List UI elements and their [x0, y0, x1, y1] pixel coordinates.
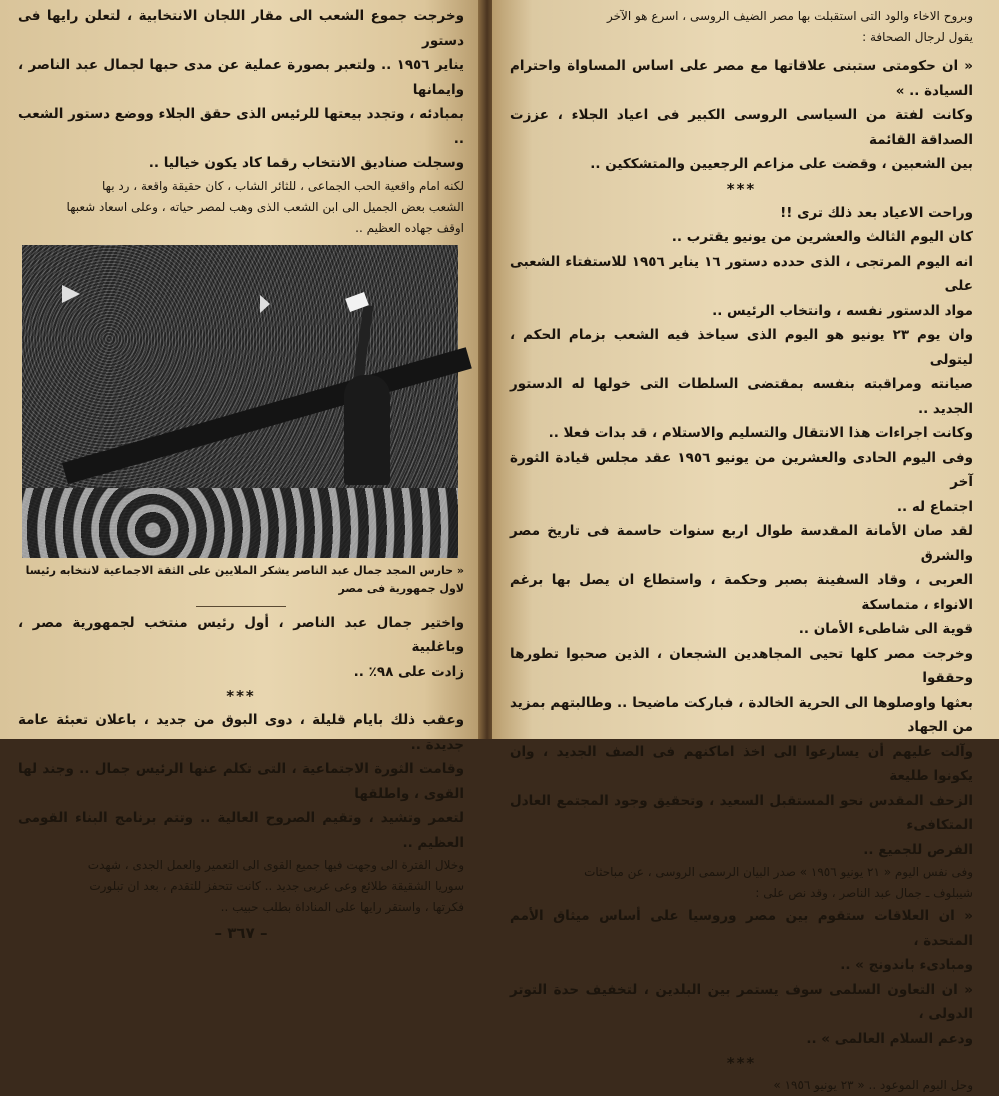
right-text-line: وكانت لفتة من السياسى الروسى الكبير فى اعياد الجلاء ، عززت الصداقة القائمة	[510, 107, 973, 148]
right-text-line: « ان حكومتى ستبنى علاقاتها مع مصر على اساس المساواة واحترام السيادة .. »	[510, 58, 973, 99]
divider	[196, 606, 286, 607]
right-text-line: « ان العلاقات ستقوم بين مصر وروسيا على أساس ميثاق الأمم المتحدة ،	[510, 908, 973, 949]
left-text-line: وعقب ذلك بايام قليلة ، دوى البوق من جديد ، باعلان تعبئة عامة جديدة ..	[18, 712, 464, 753]
left-text-line: لتعمر وتشيد ، وتقيم الصروح العالية .. وتتم برنامج البناء القومى العظيم ..	[18, 810, 464, 851]
right-text-line: وخرجت مصر كلها تحيى المجاهدين الشجعان ، الذين صحبوا تطورها وحققوا	[510, 645, 973, 686]
right-text-line: وآلت عليهم أن يسارعوا الى اخذ اماكنهم فى الصف الجديد ، وان يكونوا طليعة	[510, 743, 973, 784]
left-text-line: وقامت الثورة الاجتماعية ، التى تكلم عنها الرئيس جمال .. وجند لها القوى ، واطلقها	[18, 761, 464, 802]
left-text-line: بمبادئه ، وتجدد بيعتها للرئيس الذى حقق الجلاء ووضع دستور الشعب ..	[18, 106, 464, 147]
right-text-line: الزحف المقدس نحو المستقبل السعيد ، وتحقيق وجود المجتمع العادل المتكافىء	[510, 792, 973, 833]
right-text-line: وفى نفس اليوم « ٢١ يونيو ١٩٥٦ » صدر البيان الرسمى الروسى ، عن مباحثات	[584, 865, 973, 879]
right-text-line: شيبلوف ـ جمال عبد الناصر ، وقد نص على :	[755, 886, 973, 900]
right-text-line: بين الشعبين ، وقضت على مزاعم الرجعيين والمتشككين ..	[590, 156, 973, 172]
right-text-line: ومبادىء باندونج » ..	[840, 957, 973, 973]
right-text-line: « ان التعاون السلمى سوف يستمر بين البلدين ، لتخفيف حدة التوتر الدولى ،	[510, 981, 973, 1022]
left-text-line: سوريا الشقيقة طلائع وعى عربى جديد .. كانت تتحفز للتقدم ، بعد ان تبلورت	[89, 879, 464, 893]
right-text-line: وراحت الاعياد بعد ذلك ترى !!	[780, 204, 973, 221]
right-text-line: لقد صان الأمانة المقدسة طوال اربع سنوات حاسمة فى تاريخ مصر والشرق	[510, 523, 973, 564]
right-text-line: وبروح الاخاء والود التى استقبلت بها مصر الضيف الروسى ، اسرع هو الآخر	[606, 9, 973, 23]
crowd-photo	[22, 245, 458, 558]
page-number: – ٣٦٧ –	[214, 924, 268, 942]
flag-shape	[62, 285, 80, 303]
right-text-line: كان اليوم الثالث والعشرين من يونيو يقترب ..	[671, 229, 973, 245]
left-text-line: يناير ١٩٥٦ .. ولتعبر بصورة عملية عن مدى حبها لجمال عبد الناصر ، وايمانها	[18, 57, 464, 98]
right-text-line: قوية الى شاطىء الأمان ..	[798, 621, 973, 637]
right-text-line: العربى ، وقاد السفينة بصبر وحكمة ، واستطاع ان يصل بها برغم الانواء ، متماسكة	[510, 572, 973, 613]
left-page	[0, 0, 482, 942]
foreground-heads	[22, 488, 458, 558]
section-stars: ***	[726, 1054, 757, 1072]
right-text-line: صيانته ومراقبته بنفسه بمقتضى السلطات التى خولها له الدستور الجديد ..	[510, 376, 973, 417]
left-text-line: الشعب بعض الجميل الى ابن الشعب الذى وهب لمصر حياته ، وعلى اسعاد شعبها	[66, 199, 464, 214]
right-text-line: اجتماع له ..	[896, 498, 973, 515]
left-text-line: وخرجت جموع الشعب الى مقار اللجان الانتخابية ، لتعلن رايها فى دستور	[18, 8, 464, 49]
right-text-line: انه اليوم المرتجى ، الذى حدده دستور ١٦ يناير ١٩٥٦ للاستفتاء الشعبى على	[510, 253, 973, 294]
standing-figure	[344, 375, 390, 485]
right-text-line: وفى اليوم الحادى والعشرين من يونيو ١٩٥٦ عقد مجلس قيادة الثورة آخر	[510, 449, 973, 490]
left-text-line: زادت على ٩٨٪ ..	[353, 663, 464, 680]
flag-shape	[260, 295, 270, 313]
left-text-line: اوقف جهاده العظيم ..	[355, 220, 464, 235]
left-text-line: لكنه امام واقعية الحب الجماعى ، للثائر الشاب ، كان حقيقة واقعة ، رد بها	[102, 178, 464, 193]
left-text-line: وخلال الفترة الى وجهت فيها جميع القوى الى التعمير والعمل الجدى ، شهدت	[87, 858, 464, 872]
left-text-line: وسجلت صناديق الانتخاب رقما كاد يكون خياليا ..	[148, 155, 464, 171]
right-text-line: يقول لرجال الصحافة :	[862, 30, 973, 44]
right-text-line: مواد الدستور نفسه ، وانتخاب الرئيس ..	[712, 302, 973, 319]
right-page	[492, 0, 999, 1092]
right-text-line: وحل اليوم الموعود .. « ٢٣ يونيو ١٩٥٦ »	[773, 1078, 973, 1092]
left-text-line: واختير جمال عبد الناصر ، أول رئيس منتخب لجمهورية مصر ، وباغلبية	[18, 614, 464, 655]
right-text-line: وان يوم ٢٣ يونيو هو اليوم الذى سياخذ فيه الشعب بزمام الحكم ، ليتولى	[510, 327, 973, 368]
photo-caption: « حارس المجد جمال عبد الناصر يشكر الملايين على الثقة الاجماعية لانتخابه رئيسا لاول جمهورية فى مصر	[25, 563, 464, 595]
section-stars: ***	[726, 179, 757, 198]
right-text-line: الفرص للجميع ..	[863, 841, 973, 858]
right-text-line: وكانت اجراءات هذا الانتقال والتسليم والاستلام ، قد بدات فعلا ..	[548, 425, 973, 441]
right-text-line: ودعم السلام العالمى » ..	[806, 1030, 973, 1047]
right-text-line: بعثها واوصلوها الى الحرية الخالدة ، فباركت ماضيحا .. وطالبتهم بمزيد من الجهاد	[510, 694, 973, 735]
left-text-line: فكرتها ، واستقر رايها على المناداة بطلب حبيب ..	[220, 900, 464, 914]
section-stars: ***	[226, 687, 256, 705]
